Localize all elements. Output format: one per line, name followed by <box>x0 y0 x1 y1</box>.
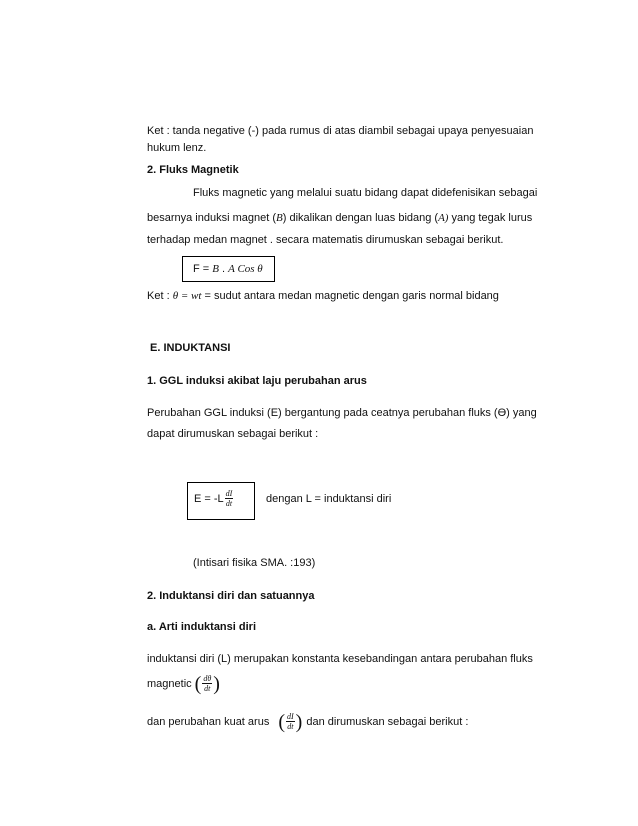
text-segment: Ket : <box>147 290 173 302</box>
ket-note-line-2: hukum lenz. <box>147 142 207 154</box>
induktansi-heading: 2. Induktansi diri dan satuannya <box>147 590 315 602</box>
symbol-theta: θ = wt <box>172 290 202 302</box>
text-segment: yang tegak lurus <box>448 212 533 224</box>
paren-right: ) <box>213 672 220 695</box>
text-segment: ) dikalikan dengan luas bidang ( <box>282 212 439 224</box>
arti-paragraph-line-3 <box>147 712 468 731</box>
fraction-numerator: dI <box>287 712 294 721</box>
paren-left: ( <box>278 710 285 733</box>
ggl-heading: 1. GGL induksi akibat laju perubahan arus <box>147 375 367 387</box>
text-segment: dan perubahan kuat arus <box>147 715 270 728</box>
text-segment: magnetic <box>147 677 192 690</box>
ggl-paragraph-line-2: dapat dirumuskan sebagai berikut : <box>147 428 319 440</box>
formula-flux <box>193 262 263 276</box>
fraction-numerator: dI <box>225 489 233 498</box>
arti-paragraph-line-2 <box>147 674 220 693</box>
formula-emf <box>194 489 234 508</box>
symbol-b: B <box>276 212 283 224</box>
arti-paragraph-line-1: induktansi diri (L) merupakan konstanta kesebandingan antara perubahan fluks <box>147 653 533 665</box>
formula-flux-box <box>182 256 275 282</box>
fluks-paragraph-line-1: Fluks magnetic yang melalui suatu bidang dapat didefenisikan sebagai <box>193 187 538 199</box>
fraction-denominator: dt <box>204 684 211 693</box>
ggl-paragraph-line-1: Perubahan GGL induksi (E) bergantung pada ceatnya perubahan fluks (Ө) yang <box>147 407 537 419</box>
fraction-numerator: dθ <box>203 674 212 683</box>
paren-left: ( <box>194 672 202 695</box>
ket-note-line-1: Ket : tanda negative (-) pada rumus di atas diambil sebagai upaya penyesuaian <box>147 125 534 137</box>
text-segment: dan dirumuskan sebagai berikut : <box>306 715 469 728</box>
formula-part: B <box>212 263 219 275</box>
formula-part: F = <box>193 263 213 275</box>
paren-right: ) <box>295 710 303 733</box>
fraction-denominator: dt <box>287 722 294 731</box>
fraction-di-dt <box>286 712 295 731</box>
formula-part: . <box>219 263 229 275</box>
arti-heading: a. Arti induktansi diri <box>147 621 256 633</box>
fraction-denominator: dt <box>225 499 233 508</box>
fraction-di-dt <box>225 489 234 508</box>
text-segment: besarnya induksi magnet ( <box>147 212 277 224</box>
section-e-heading: E. INDUKTANSI <box>150 342 231 354</box>
symbol-a: A) <box>438 212 449 224</box>
citation: (Intisari fisika SMA. :193) <box>193 557 316 569</box>
formula-part: A Cos θ <box>228 263 263 275</box>
ket-angle-line <box>147 289 499 303</box>
fluks-paragraph-line-2 <box>147 211 532 225</box>
fraction-dtheta-dt <box>202 674 212 693</box>
fluks-paragraph-line-3: terhadap medan magnet . secara matematis dirumuskan sebagai berikut. <box>147 234 504 246</box>
text-segment: = sudut antara medan magnetic dengan garis normal bidang <box>201 290 499 302</box>
fluks-heading: 2. Fluks Magnetik <box>147 164 239 176</box>
formula-emf-note: dengan L = induktansi diri <box>266 493 392 505</box>
formula-emf-box <box>187 482 255 520</box>
formula-part: E = -L <box>194 492 224 505</box>
